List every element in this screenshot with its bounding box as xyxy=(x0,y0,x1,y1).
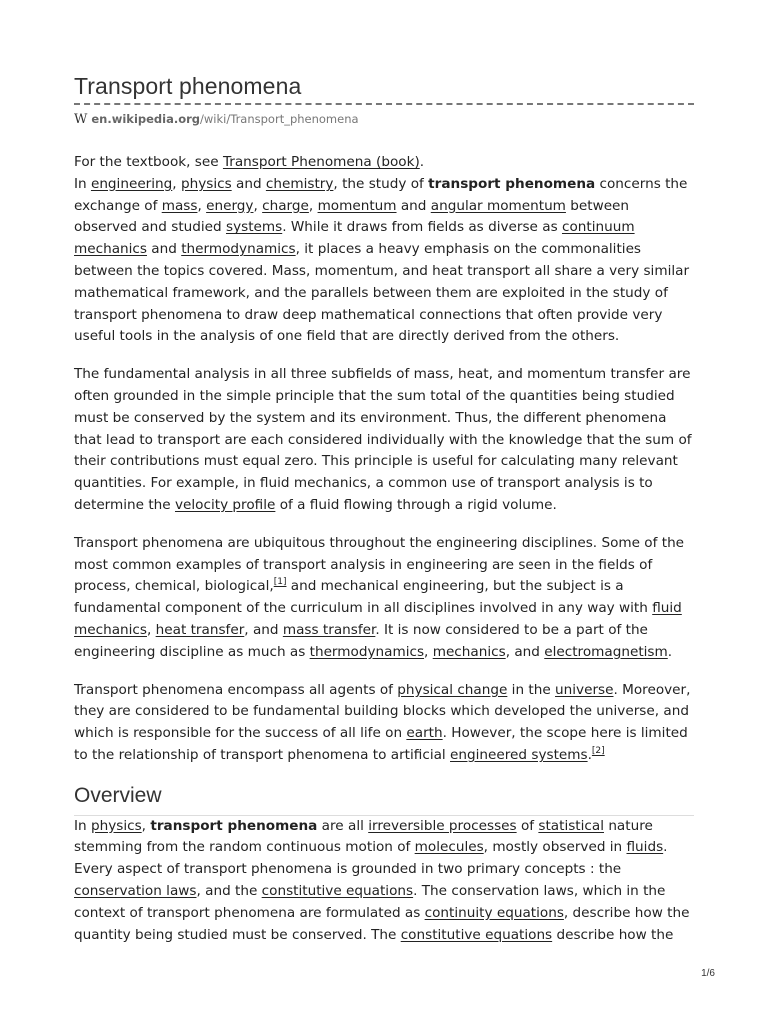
link-systems[interactable]: systems xyxy=(225,219,283,236)
link-charge[interactable]: charge xyxy=(262,197,309,214)
link-fluid-mechanics[interactable]: fluid mechanics xyxy=(74,600,682,638)
text: , xyxy=(253,197,263,214)
text: and xyxy=(396,197,431,214)
text: , describe how the quantity being studied must be conserved. The xyxy=(74,904,690,943)
bold-term: transport phenomena xyxy=(150,817,318,834)
page-title: Transport phenomena xyxy=(74,73,302,99)
link-mass[interactable]: mass xyxy=(161,197,198,214)
title-divider xyxy=(74,103,694,105)
text: , xyxy=(308,197,318,214)
paragraph-fundamental xyxy=(74,364,694,517)
text: and mechanical engineering, but the subject is a fundamental component of the curriculum in all disciplines involved in any way with xyxy=(74,578,653,617)
link-mass-transfer[interactable]: mass transfer xyxy=(282,621,376,638)
text: are all xyxy=(317,817,369,834)
link-molecules[interactable]: molecules xyxy=(414,839,484,856)
text: and xyxy=(146,241,182,258)
text: , xyxy=(197,197,207,214)
link-fluids[interactable]: fluids xyxy=(626,839,664,856)
text: , xyxy=(424,643,433,660)
link-universe[interactable]: universe xyxy=(555,681,614,698)
link-energy[interactable]: energy xyxy=(206,197,254,214)
text: , and xyxy=(244,621,283,638)
text: . Moreover, they are considered to be fundamental building blocks which developed the universe, and which is responsible for the success of all life on xyxy=(74,681,691,742)
link-momentum[interactable]: momentum xyxy=(317,197,397,214)
text: , mostly observed in xyxy=(483,839,627,856)
text: . It is now considered to be a part of the engineering discipline as much as xyxy=(74,621,648,660)
text: , and xyxy=(505,643,545,660)
link-earth[interactable]: earth xyxy=(406,725,443,742)
text: describe how the xyxy=(552,926,674,943)
text: , xyxy=(146,621,156,638)
text: , it places a heavy emphasis on the commonalities between the topics covered. Mass, momentum, and heat transport all share a very similar mathematical framework, and the parallels between them are exploited in the study of transport phenomena to draw deep mathematical connections that often provide very useful tools in the analysis of one field that are directly derived from the others. xyxy=(74,241,690,345)
link-constitutive-equations-2[interactable]: constitutive equations xyxy=(400,926,553,943)
link-thermodynamics[interactable]: thermodynamics xyxy=(181,241,296,258)
link-constitutive-equations[interactable]: constitutive equations xyxy=(261,882,414,899)
link-engineering[interactable]: engineering xyxy=(90,175,173,192)
text: The fundamental analysis in all three subfields of mass, heat, and momentum transfer are often grounded in the simple principle that the sum total of the quantities being studied must be conserved by the system and its environment. Thus, the different phenomena that lead to transport are each considered individually with the knowledge that the sum of their contributions must equal zero. This principle is useful for calculating many relevant quantities. For example, in fluid mechanics, a common use of transport analysis is to determine the xyxy=(74,366,692,513)
section-heading-overview: Overview xyxy=(74,785,694,816)
page-number: 1/6 xyxy=(701,968,715,979)
text: . xyxy=(667,643,673,660)
text: . The conservation laws, which in the context of transport phenomena are formulated as xyxy=(74,882,666,921)
link-engineered-systems[interactable]: engineered systems xyxy=(450,746,588,763)
link-transport-phenomena-book[interactable]: Transport Phenomena (book) xyxy=(222,154,420,170)
text: , the study of xyxy=(333,175,429,192)
hatnote-prefix: For the textbook, see xyxy=(74,154,223,170)
link-electromagnetism[interactable]: electromagnetism xyxy=(544,643,668,660)
citation-2[interactable]: [2] xyxy=(591,745,605,756)
text: In xyxy=(74,175,91,192)
hatnote xyxy=(74,152,694,174)
source-path: /wiki/Transport_phenomena xyxy=(200,112,359,126)
text: Transport phenomena encompass all agents of xyxy=(74,681,398,698)
link-continuity-equations[interactable]: continuity equations xyxy=(424,904,564,921)
text: . While it draws from fields as diverse as xyxy=(282,219,562,236)
text: . xyxy=(587,746,592,763)
link-physical-change[interactable]: physical change xyxy=(397,681,508,698)
link-chemistry[interactable]: chemistry xyxy=(265,175,334,192)
link-irreversible-processes[interactable]: irreversible processes xyxy=(368,817,517,834)
text: . However, the scope here is limited to the relationship of transport phenomena to artificial xyxy=(74,725,688,763)
source-line xyxy=(74,112,359,127)
article-content xyxy=(74,152,694,962)
paragraph-intro xyxy=(74,174,694,348)
link-physics[interactable]: physics xyxy=(180,175,232,192)
text: and xyxy=(231,175,266,192)
source-domain: en.wikipedia.org xyxy=(91,112,201,126)
paragraph-agents xyxy=(74,680,694,767)
citation-1[interactable]: [1] xyxy=(273,577,287,588)
link-velocity-profile[interactable]: velocity profile xyxy=(174,496,276,513)
text: . Every aspect of transport phenomena is grounded in two primary concepts : the xyxy=(74,839,668,878)
text: of a fluid flowing through a rigid volume. xyxy=(275,496,557,513)
text: nature stemming from the random continuous motion of xyxy=(74,817,653,856)
paragraph-ubiquitous xyxy=(74,533,694,664)
link-heat-transfer[interactable]: heat transfer xyxy=(155,621,245,638)
link-mechanics[interactable]: mechanics xyxy=(432,643,506,660)
text: in the xyxy=(507,681,556,698)
text: In xyxy=(74,817,91,834)
text: , xyxy=(172,175,181,192)
text: Transport phenomena are ubiquitous throughout the engineering disciplines. Some of the most common examples of transport analysis in engineering are seen in the fields of process, chemical, biological, xyxy=(74,534,685,595)
text: , and the xyxy=(196,882,262,899)
paragraph-overview xyxy=(74,816,694,947)
text: concerns the exchange of xyxy=(74,175,688,214)
hatnote-suffix: . xyxy=(419,154,425,170)
wikipedia-logo-icon: W xyxy=(74,112,88,127)
text: between observed and studied xyxy=(74,197,630,236)
link-physics-2[interactable]: physics xyxy=(90,817,142,834)
link-conservation-laws[interactable]: conservation laws xyxy=(74,882,197,899)
link-statistical[interactable]: statistical xyxy=(538,817,604,834)
link-angular-momentum[interactable]: angular momentum xyxy=(430,197,566,214)
link-continuum-mechanics[interactable]: continuum mechanics xyxy=(74,219,635,258)
link-thermodynamics-2[interactable]: thermodynamics xyxy=(309,643,425,660)
text: of xyxy=(516,817,539,834)
text: , xyxy=(141,817,151,834)
bold-term: transport phenomena xyxy=(428,175,596,192)
